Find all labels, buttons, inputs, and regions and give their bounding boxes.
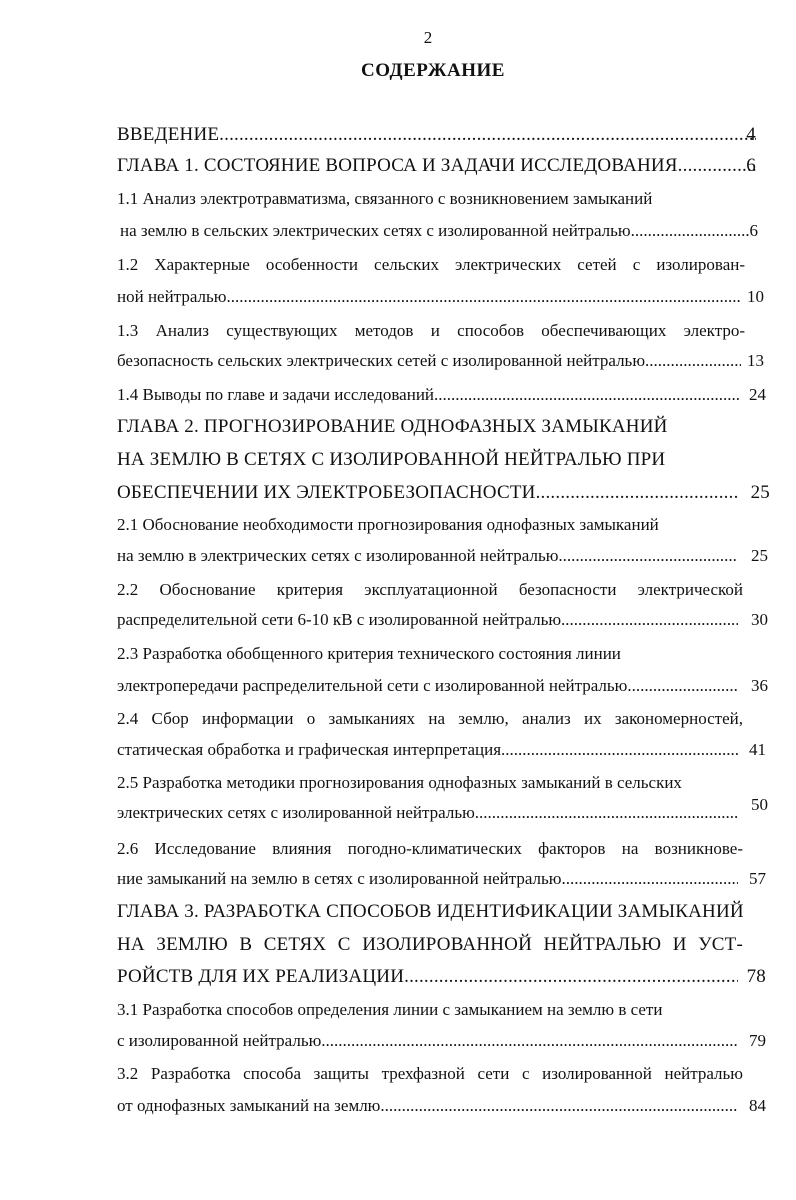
toc-page: 50 — [751, 795, 768, 814]
toc-entry-text: 2.6 Исследование влияния погодно-климатических факторов на возникнове- — [117, 839, 743, 858]
toc-entry-text: 3.2 Разработка способа защиты трехфазной сети с изолированной нейтралью — [117, 1064, 743, 1083]
toc-page: 84 — [749, 1096, 766, 1115]
leader-dots — [404, 964, 738, 990]
leader-dots — [475, 800, 738, 826]
toc-entry-text: ГЛАВА 3. РАЗРАБОТКА СПОСОБОВ ИДЕНТИФИКАЦИИ ЗАМЫКАНИЙ — [117, 901, 744, 922]
toc-entry-3-2-cont — [0, 1093, 796, 1119]
toc-page: 6 — [746, 155, 756, 176]
toc-entry-intro — [0, 122, 796, 148]
toc-entry-2-2 — [0, 577, 796, 603]
toc-entry-text: с изолированной нейтралью — [117, 1031, 322, 1050]
toc-entry-1-4 — [0, 382, 796, 408]
leader-dots — [627, 673, 738, 699]
toc-entry-text: 2.4 Сбор информации о замыканиях на землю, анализ их закономерностей, — [117, 709, 743, 728]
toc-entry-2-2-cont — [0, 607, 796, 633]
toc-entry-2-1 — [0, 512, 796, 538]
toc-entry-text: электрических сетях с изолированной нейтралью — [117, 803, 475, 822]
toc-entry-text: на землю в сельских электрических сетях с изолированной нейтралью — [120, 221, 631, 240]
toc-entry-2-3 — [0, 641, 796, 667]
toc-entry-text: НА ЗЕМЛЮ В СЕТЯХ С ИЗОЛИРОВАННОЙ НЕЙТРАЛЬЮ И УСТ- — [117, 934, 743, 955]
toc-entry-2-4-cont — [0, 737, 796, 763]
toc-entry-1-2-cont — [0, 284, 796, 310]
toc-entry-2-1-cont — [0, 543, 796, 569]
leader-dots — [536, 480, 738, 506]
toc-entry-text: ной нейтралью — [117, 287, 227, 306]
toc-entry-text: на землю в электрических сетях с изолированной нейтралью — [117, 546, 559, 565]
toc-entry-text: 1.2 Характерные особенности сельских электрических сетей с изолирован- — [117, 255, 745, 274]
toc-entry-1-1 — [0, 186, 796, 212]
page-number: 2 — [423, 28, 433, 47]
leader-dots — [321, 1028, 738, 1054]
toc-entry-text: 1.3 Анализ существующих методов и способов обеспечивающих электро- — [117, 321, 745, 340]
leader-dots — [434, 382, 741, 408]
leader-dots — [226, 284, 741, 310]
toc-page: 79 — [749, 1031, 766, 1050]
toc-entry-chapter-3 — [0, 899, 796, 925]
toc-entry-text: НА ЗЕМЛЮ В СЕТЯХ С ИЗОЛИРОВАННОЙ НЕЙТРАЛЬЮ ПРИ — [117, 449, 666, 470]
toc-entry-2-5 — [0, 770, 796, 796]
leader-dots — [501, 737, 738, 763]
leader-dots — [631, 218, 751, 244]
toc-page: 25 — [751, 546, 768, 565]
toc-entry-text: безопасность сельских электрических сетей с изолированной нейтралью — [117, 351, 646, 370]
toc-entry-text: статическая обработка и графическая интерпретация — [117, 740, 502, 759]
leader-dots — [561, 607, 738, 633]
toc-entry-1-3 — [0, 318, 796, 344]
toc-entry-text: 2.5 Разработка методики прогнозирования однофазных замыканий в сельских — [117, 773, 682, 792]
toc-entry-2-3-cont — [0, 673, 796, 699]
toc-entry-3-2 — [0, 1061, 796, 1087]
leader-dots — [678, 153, 756, 179]
toc-entry-text: ВВЕДЕНИЕ — [117, 124, 220, 145]
toc-entry-text: РОЙСТВ ДЛЯ ИХ РЕАЛИЗАЦИИ — [117, 966, 405, 987]
toc-page: 25 — [750, 482, 770, 503]
toc-entry-2-6-cont — [0, 866, 796, 892]
leader-dots — [219, 122, 756, 148]
toc-page: 10 — [747, 287, 764, 306]
toc-entry-chapter-3-cont — [0, 932, 796, 958]
toc-page: 30 — [751, 610, 768, 629]
toc-entry-text: распределительной сети 6-10 кВ с изолированной нейтралью — [117, 610, 562, 629]
toc-entry-text: от однофазных замыканий на землю — [117, 1096, 381, 1115]
leader-dots — [380, 1093, 738, 1119]
toc-page: 78 — [746, 966, 766, 987]
toc-page: 41 — [749, 740, 766, 759]
leader-dots — [645, 348, 741, 374]
toc-entry-chapter-2 — [0, 414, 796, 440]
toc-entry-text: электропередачи распределительной сети с изолированной нейтралью — [117, 676, 628, 695]
toc-entry-chapter-3-cont2 — [0, 964, 796, 990]
toc-entry-text: 2.2 Обоснование критерия эксплуатационной безопасности электрической — [117, 580, 743, 599]
toc-page: 13 — [747, 351, 764, 370]
toc-entry-2-6 — [0, 836, 796, 862]
toc-entry-3-1-cont — [0, 1028, 796, 1054]
page-title: СОДЕРЖАНИЕ — [361, 60, 505, 81]
toc-entry-1-2 — [0, 252, 796, 278]
toc-entry-chapter-2-cont — [0, 447, 796, 473]
toc-entry-text: 3.1 Разработка способов определения линии с замыканием на землю в сети — [117, 1000, 663, 1019]
toc-entry-3-1 — [0, 997, 796, 1023]
toc-entry-chapter-2-cont2 — [0, 480, 796, 506]
toc-entry-text: ГЛАВА 2. ПРОГНОЗИРОВАНИЕ ОДНОФАЗНЫХ ЗАМЫКАНИЙ — [117, 416, 668, 437]
toc-entry-text: 2.3 Разработка обобщенного критерия технического состояния линии — [117, 644, 621, 663]
toc-entry-text: ГЛАВА 1. СОСТОЯНИЕ ВОПРОСА И ЗАДАЧИ ИССЛЕДОВАНИЯ — [117, 155, 678, 176]
toc-entry-text: 1.1 Анализ электротравматизма, связанного с возникновением замыканий — [117, 189, 653, 208]
leader-dots — [558, 543, 738, 569]
toc-entry-2-4 — [0, 706, 796, 732]
toc-entry-1-3-cont — [0, 348, 796, 374]
toc-entry-1-1-cont — [0, 218, 796, 244]
toc-page: 57 — [749, 869, 766, 888]
toc-page: 4 — [746, 124, 756, 145]
toc-entry-text: 2.1 Обоснование необходимости прогнозирования однофазных замыканий — [117, 515, 659, 534]
toc-entry-2-5-cont — [0, 795, 796, 826]
toc-entry-chapter-1 — [0, 153, 796, 179]
toc-entry-text: 1.4 Выводы по главе и задачи исследований — [117, 385, 435, 404]
toc-entry-text: ние замыканий на землю в сетях с изолированной нейтралью — [117, 869, 562, 888]
toc-page: 24 — [749, 385, 766, 404]
leader-dots — [561, 866, 738, 892]
toc-page: 6 — [749, 221, 758, 240]
toc-page: 36 — [751, 676, 768, 695]
toc-entry-text: ОБЕСПЕЧЕНИИ ИХ ЭЛЕКТРОБЕЗОПАСНОСТИ — [117, 482, 536, 503]
